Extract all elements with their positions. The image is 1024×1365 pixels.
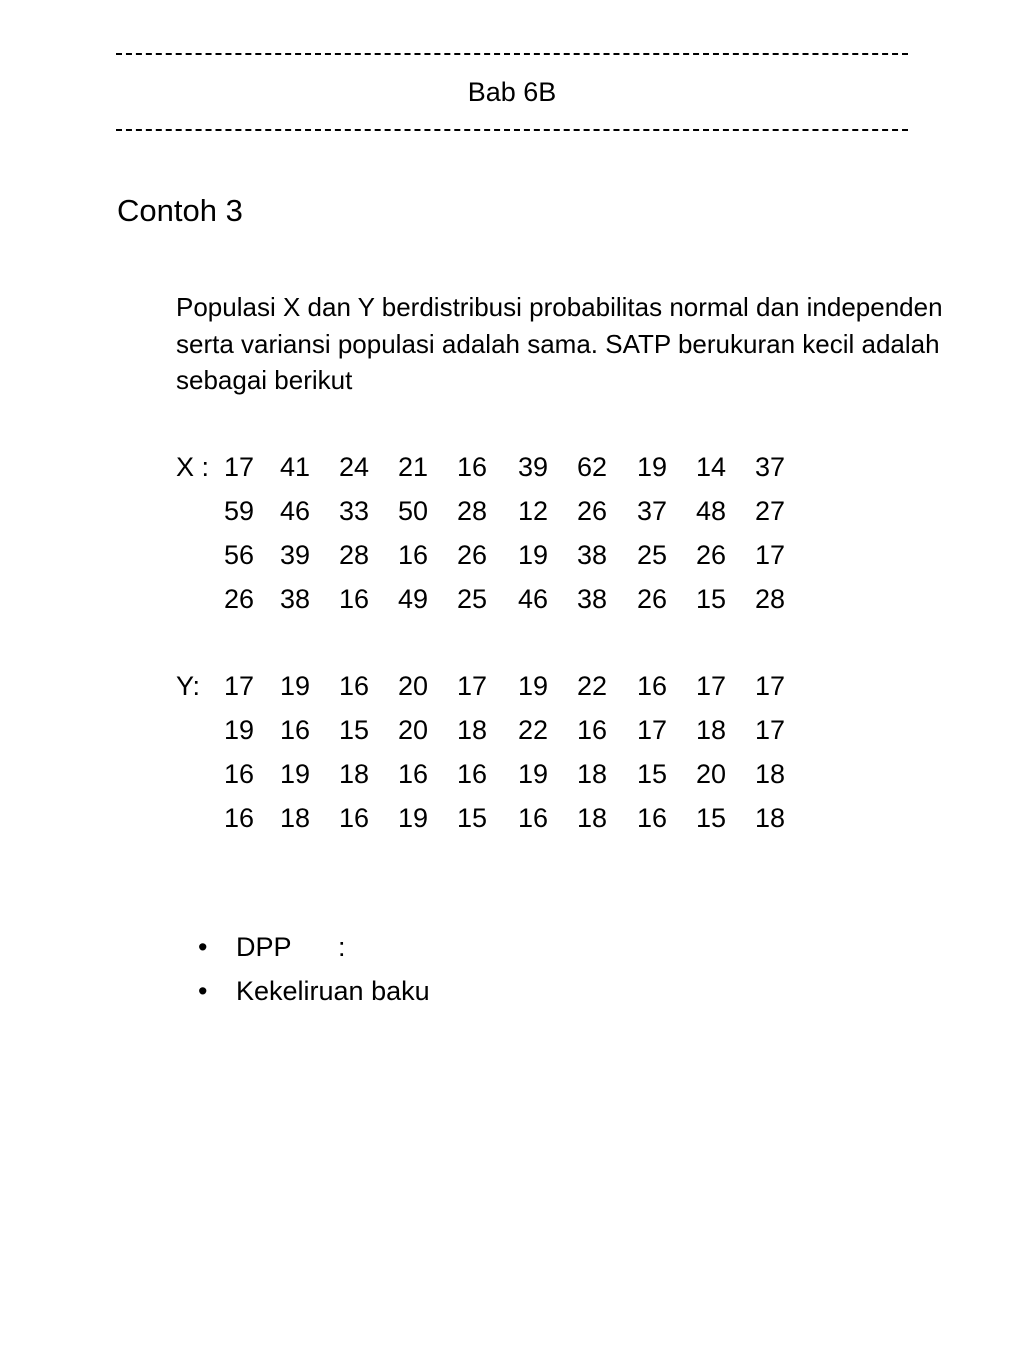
x-value: 41	[279, 452, 311, 482]
y-value: 18	[279, 803, 311, 833]
y-value: 15	[636, 759, 668, 789]
x-value: 33	[338, 496, 370, 526]
x-value: 26	[636, 584, 668, 614]
y-value: 16	[223, 759, 255, 789]
y-value: 16	[338, 803, 370, 833]
x-value: 49	[397, 584, 429, 614]
x-value: 37	[754, 452, 786, 482]
y-value: 17	[754, 671, 786, 701]
x-value: 39	[279, 540, 311, 570]
y-value: 16	[636, 803, 668, 833]
bullet-colon: :	[338, 932, 346, 962]
x-value: 38	[576, 584, 608, 614]
y-value: 17	[695, 671, 727, 701]
header-bottom-rule	[116, 129, 908, 131]
problem-statement: Populasi X dan Y berdistribusi probabilitas normal dan independen serta variansi populasi adalah sama. SATP berukuran kecil adalah sebagai berikut	[176, 292, 943, 395]
bullet-dot-icon: •	[198, 976, 208, 1006]
y-value: 17	[456, 671, 488, 701]
x-value: 46	[279, 496, 311, 526]
x-value: 56	[223, 540, 255, 570]
y-value: 17	[636, 715, 668, 745]
y-value: 20	[695, 759, 727, 789]
x-value: 24	[338, 452, 370, 482]
y-value: 18	[576, 759, 608, 789]
x-value: 62	[576, 452, 608, 482]
x-value: 39	[517, 452, 549, 482]
x-value: 16	[397, 540, 429, 570]
x-value: 25	[636, 540, 668, 570]
x-value: 27	[754, 496, 786, 526]
x-value: 37	[636, 496, 668, 526]
x-value: 19	[517, 540, 549, 570]
y-value: 16	[338, 671, 370, 701]
x-value: 16	[338, 584, 370, 614]
section-title: Contoh 3	[117, 193, 243, 228]
x-value: 28	[338, 540, 370, 570]
x-value: 21	[397, 452, 429, 482]
x-value: 12	[517, 496, 549, 526]
y-value: 15	[695, 803, 727, 833]
y-value: 15	[338, 715, 370, 745]
x-value: 46	[517, 584, 549, 614]
x-value: 38	[279, 584, 311, 614]
y-value: 16	[636, 671, 668, 701]
y-value: 19	[517, 759, 549, 789]
y-value: 18	[754, 803, 786, 833]
x-value: 26	[456, 540, 488, 570]
x-value: 28	[456, 496, 488, 526]
x-value: 59	[223, 496, 255, 526]
y-value: 16	[279, 715, 311, 745]
chapter-title: Bab 6B	[467, 77, 557, 107]
y-value: 22	[517, 715, 549, 745]
y-value: 19	[223, 715, 255, 745]
y-value: 22	[576, 671, 608, 701]
y-value: 16	[576, 715, 608, 745]
x-value: 17	[754, 540, 786, 570]
y-value: 18	[338, 759, 370, 789]
y-value: 18	[695, 715, 727, 745]
y-value: 17	[754, 715, 786, 745]
y-value: 18	[576, 803, 608, 833]
y-value: 15	[456, 803, 488, 833]
y-value: 16	[456, 759, 488, 789]
x-value: 48	[695, 496, 727, 526]
header-top-rule	[116, 53, 908, 55]
y-label: Y:	[176, 671, 201, 701]
bullet-dot-icon: •	[198, 932, 208, 962]
x-value: 28	[754, 584, 786, 614]
y-value: 16	[397, 759, 429, 789]
y-value: 19	[517, 671, 549, 701]
x-value: 15	[695, 584, 727, 614]
x-value: 25	[456, 584, 488, 614]
bullet-text: Kekeliruan baku	[236, 976, 430, 1006]
y-value: 18	[456, 715, 488, 745]
x-value: 17	[223, 452, 255, 482]
y-value: 18	[754, 759, 786, 789]
x-value: 26	[223, 584, 255, 614]
y-value: 20	[397, 715, 429, 745]
y-value: 17	[223, 671, 255, 701]
y-value: 19	[279, 759, 311, 789]
y-value: 16	[223, 803, 255, 833]
bullet-text: DPP	[236, 932, 292, 962]
x-value: 26	[695, 540, 727, 570]
x-label: X :	[176, 452, 210, 482]
x-value: 19	[636, 452, 668, 482]
y-value: 20	[397, 671, 429, 701]
x-value: 16	[456, 452, 488, 482]
y-value: 19	[397, 803, 429, 833]
x-value: 14	[695, 452, 727, 482]
y-value: 16	[517, 803, 549, 833]
x-value: 26	[576, 496, 608, 526]
x-value: 50	[397, 496, 429, 526]
y-value: 19	[279, 671, 311, 701]
x-value: 38	[576, 540, 608, 570]
